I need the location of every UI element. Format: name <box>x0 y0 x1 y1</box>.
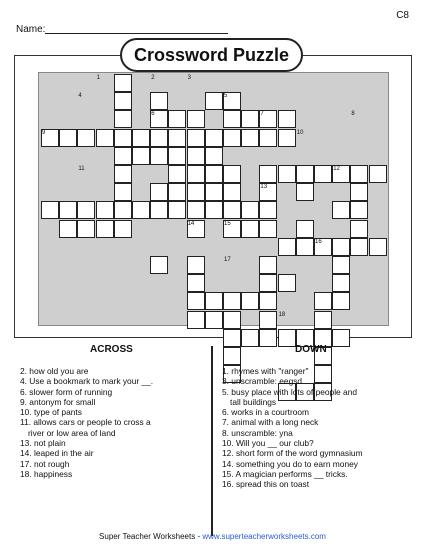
grid-cell[interactable] <box>278 110 296 128</box>
grid-cell[interactable] <box>296 238 314 256</box>
across-clue: 4. Use a bookmark to mark your __. <box>20 376 154 387</box>
down-clue: 6. works in a courtroom <box>222 407 310 418</box>
grid-cell[interactable] <box>114 147 132 165</box>
crossword-grid <box>38 72 389 326</box>
grid-cell[interactable] <box>96 201 114 219</box>
grid-cell[interactable] <box>187 292 205 310</box>
clue-number: 18 <box>278 311 286 318</box>
grid-cell[interactable] <box>259 274 277 292</box>
clue-number: 13 <box>260 184 268 191</box>
grid-cell[interactable] <box>168 201 186 219</box>
grid-cell[interactable] <box>132 147 150 165</box>
grid-cell[interactable] <box>241 329 259 347</box>
down-clue: 5. busy place with lots of people and <box>222 386 358 397</box>
clue-number: 15 <box>224 220 231 227</box>
grid-cell[interactable] <box>114 220 132 238</box>
across-clue-list <box>20 366 205 479</box>
across-clue: 9. antonym for small <box>20 396 96 407</box>
page-title: Crossword Puzzle <box>120 38 303 72</box>
grid-cell[interactable] <box>168 147 186 165</box>
grid-cell[interactable] <box>241 201 259 219</box>
grid-cell[interactable] <box>168 165 186 183</box>
down-clue: 7. animal with a long neck <box>222 417 319 428</box>
footer-text: Super Teacher Worksheets - <box>99 532 203 541</box>
grid-cell[interactable] <box>259 329 277 347</box>
grid-cell[interactable] <box>114 165 132 183</box>
grid-cell[interactable] <box>114 110 132 128</box>
grid-cell[interactable] <box>205 129 223 147</box>
down-clue: 10. Will you __ our club? <box>222 438 314 449</box>
clue-number: 2 <box>151 75 155 81</box>
footer <box>0 532 425 541</box>
across-clue: 18. happiness <box>20 468 73 479</box>
grid-cell[interactable] <box>350 201 368 219</box>
grid-cell[interactable] <box>187 274 205 292</box>
grid-cell[interactable] <box>205 147 223 165</box>
clue-number: 9 <box>42 129 46 136</box>
grid-cell[interactable] <box>223 292 241 310</box>
down-clue: 14. something you do to earn money <box>222 458 358 469</box>
down-clue: 16. spread this on toast <box>222 479 310 490</box>
clue-number: 5 <box>224 93 228 100</box>
down-clue: 3. unscramble: eegsd <box>222 376 303 387</box>
across-clue: 13. not plain <box>20 438 66 449</box>
grid-cell[interactable] <box>241 220 259 238</box>
grid-cell[interactable] <box>114 183 132 201</box>
grid-cell[interactable] <box>350 165 368 183</box>
grid-cell[interactable] <box>223 129 241 147</box>
name-line[interactable] <box>45 33 228 34</box>
down-clue: tall buildings <box>230 396 277 407</box>
clue-number: 17 <box>224 257 231 263</box>
grid-cell[interactable] <box>278 329 296 347</box>
grid-cell[interactable] <box>223 347 241 365</box>
grid-cell[interactable] <box>332 329 350 347</box>
across-clue: 10. type of pants <box>20 407 82 418</box>
grid-cell[interactable] <box>259 311 277 329</box>
grid-cell[interactable] <box>314 292 332 310</box>
down-clue-list <box>222 366 412 490</box>
name-label: Name: <box>16 24 46 35</box>
across-clue: 14. leaped in the air <box>20 448 94 459</box>
grid-cell[interactable] <box>77 201 95 219</box>
grid-cell[interactable] <box>223 201 241 219</box>
grid-cell[interactable] <box>77 129 95 147</box>
down-heading: DOWN <box>295 344 327 355</box>
grid-cell[interactable] <box>205 311 223 329</box>
clue-number: 6 <box>151 111 155 118</box>
grid-cell[interactable] <box>332 292 350 310</box>
grid-cell[interactable] <box>350 183 368 201</box>
grid-cell[interactable] <box>241 292 259 310</box>
clue-number: 16 <box>315 238 322 245</box>
across-heading: ACROSS <box>90 344 133 355</box>
grid-cell[interactable] <box>278 165 296 183</box>
down-clue: 1. rhymes with "ranger" <box>222 366 309 376</box>
grid-cell[interactable] <box>350 220 368 238</box>
grid-cell[interactable] <box>114 92 132 110</box>
grid-cell[interactable] <box>187 256 205 274</box>
grid-cell[interactable] <box>332 238 350 256</box>
grid-cell[interactable] <box>332 201 350 219</box>
clue-number: 1 <box>96 75 100 81</box>
grid-cell[interactable] <box>132 129 150 147</box>
grid-cell[interactable] <box>241 129 259 147</box>
grid-cell[interactable] <box>314 165 332 183</box>
grid-cell[interactable] <box>259 201 277 219</box>
clue-number: 7 <box>260 111 264 118</box>
column-divider <box>211 346 213 536</box>
grid-cell[interactable] <box>223 329 241 347</box>
grid-cell[interactable] <box>187 311 205 329</box>
across-clue: 17. not rough <box>20 458 70 469</box>
grid-cell[interactable] <box>205 92 223 110</box>
grid-cell[interactable] <box>205 183 223 201</box>
grid-cell[interactable] <box>223 183 241 201</box>
clue-number: 12 <box>333 166 340 172</box>
grid-cell[interactable] <box>278 129 296 147</box>
footer-url[interactable]: www.superteacherworksheets.com <box>202 532 326 541</box>
grid-cell[interactable] <box>59 201 77 219</box>
clue-number: 14 <box>187 220 195 227</box>
grid-cell[interactable] <box>369 238 387 256</box>
grid-cell[interactable] <box>150 183 168 201</box>
grid-cell[interactable] <box>187 183 205 201</box>
grid-cell[interactable] <box>259 292 277 310</box>
page-code: C8 <box>396 10 409 21</box>
grid-cell[interactable] <box>96 129 114 147</box>
grid-cell[interactable] <box>168 183 186 201</box>
down-clue: 12. short form of the word gymnasium <box>222 448 363 459</box>
grid-cell[interactable] <box>278 274 296 292</box>
grid-cell[interactable] <box>223 165 241 183</box>
clue-number: 10 <box>296 129 304 136</box>
clue-number: 4 <box>78 93 82 100</box>
grid-cell[interactable] <box>241 110 259 128</box>
grid-cell[interactable] <box>369 165 387 183</box>
grid-cell[interactable] <box>332 256 350 274</box>
grid-cell[interactable] <box>96 220 114 238</box>
grid-cell[interactable] <box>223 110 241 128</box>
grid-cell[interactable] <box>187 201 205 219</box>
grid-cell[interactable] <box>259 165 277 183</box>
grid-cell[interactable] <box>205 165 223 183</box>
grid-cell[interactable] <box>259 256 277 274</box>
grid-cell[interactable] <box>332 274 350 292</box>
grid-cell[interactable] <box>150 92 168 110</box>
grid-cell[interactable] <box>114 201 132 219</box>
grid-cell[interactable] <box>296 220 314 238</box>
across-clue: river or low area of land <box>28 427 116 438</box>
clue-number: 3 <box>187 75 191 81</box>
grid-cell[interactable] <box>187 147 205 165</box>
grid-cell[interactable] <box>114 129 132 147</box>
grid-cell[interactable] <box>132 201 150 219</box>
grid-cell[interactable] <box>59 129 77 147</box>
across-clue: 2. how old you are <box>20 366 89 376</box>
grid-cell[interactable] <box>150 256 168 274</box>
across-clue: 6. slower form of running <box>20 386 113 397</box>
grid-cell[interactable] <box>77 220 95 238</box>
grid-cell[interactable] <box>296 183 314 201</box>
grid-cell[interactable] <box>205 201 223 219</box>
grid-cell[interactable] <box>296 165 314 183</box>
grid-cell[interactable] <box>259 220 277 238</box>
clue-number: 11 <box>78 166 85 172</box>
grid-cell[interactable] <box>187 129 205 147</box>
grid-cell[interactable] <box>278 238 296 256</box>
grid-cell[interactable] <box>59 220 77 238</box>
grid-cell[interactable] <box>168 110 186 128</box>
grid-cell[interactable] <box>205 292 223 310</box>
grid-cell[interactable] <box>187 110 205 128</box>
across-clue: 11. allows cars or people to cross a <box>20 417 151 428</box>
down-clue: 15. A magician performs __ tricks. <box>222 468 348 479</box>
grid-cell[interactable] <box>150 147 168 165</box>
grid-cell[interactable] <box>187 165 205 183</box>
grid-cell[interactable] <box>223 311 241 329</box>
grid-cell[interactable] <box>41 201 59 219</box>
grid-cell[interactable] <box>150 201 168 219</box>
grid-cell[interactable] <box>150 129 168 147</box>
grid-cell[interactable] <box>314 311 332 329</box>
grid-cell[interactable] <box>350 238 368 256</box>
down-clue: 8. unscramble: yna <box>222 427 293 438</box>
clue-number: 8 <box>351 111 355 118</box>
grid-cell[interactable] <box>168 129 186 147</box>
grid-cell[interactable] <box>114 74 132 92</box>
grid-cell[interactable] <box>259 129 277 147</box>
